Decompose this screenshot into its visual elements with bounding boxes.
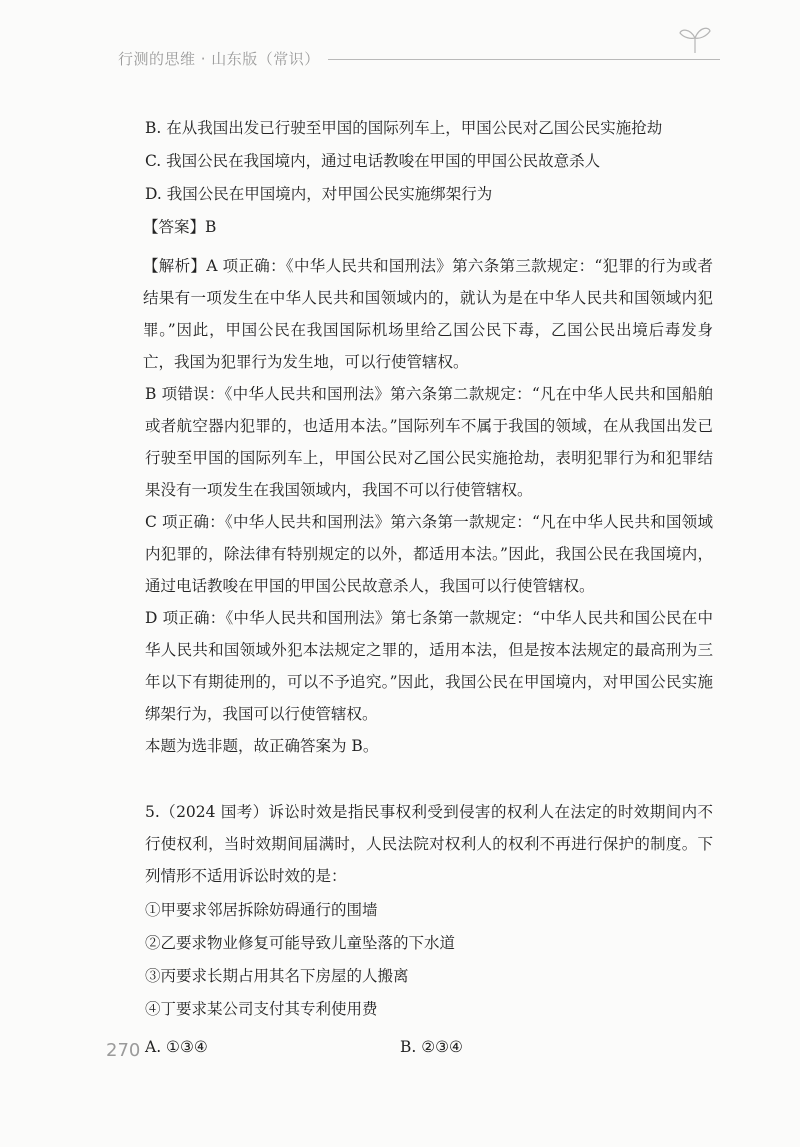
- header-rule: [328, 59, 720, 60]
- answer-line: 【答案】B: [143, 218, 217, 236]
- choice-a: A. ①③④: [145, 1038, 208, 1056]
- question-5-item-4: ④丁要求某公司支付其专利使用费: [145, 1000, 378, 1018]
- analysis-paragraph-d: D 项正确：《中华人民共和国刑法》第七条第一款规定：“中华人民共和国公民在中华人民共和国领域外犯本法规定之罪的，适用本法，但是按本法规定的最高刑为三年以下有期徒刑的，可以不予追究。”因此，我国公民在甲国境内，对甲国公民实施绑架行为，我国可以行使管辖权。: [145, 609, 713, 723]
- option-b-prev: B. 在从我国出发已行驶至甲国的国际列车上，甲国公民对乙国公民实施抢劫: [145, 119, 663, 137]
- analysis-paragraph-a: [143, 250, 713, 378]
- question-5-item-2: ②乙要求物业修复可能导致儿童坠落的下水道: [145, 934, 456, 952]
- page-number: 270: [106, 1040, 141, 1061]
- running-header: [118, 44, 720, 72]
- sprout-icon: [678, 24, 712, 54]
- option-d-prev: D. 我国公民在甲国境内，对甲国公民实施绑架行为: [145, 185, 493, 203]
- page-content: [145, 118, 713, 1056]
- question-5-item-3: ③丙要求长期占用其名下房屋的人搬离: [145, 967, 409, 985]
- choice-b: B. ②③④: [400, 1038, 463, 1056]
- question-5-item-1: ①甲要求邻居拆除妨碍通行的围墙: [145, 901, 378, 919]
- question-5-choices: [145, 1038, 713, 1056]
- analysis-text-a: A 项正确：《中华人民共和国刑法》第六条第三款规定：“犯罪的行为或者结果有一项发生在中华人民共和国领域内的，就认为是在中华人民共和国领域内犯罪。”因此，甲国公民在我国国际机场里给乙国公民下毒，乙国公民出境后毒发身亡，我国为犯罪行为发生地，可以行使管辖权。: [143, 257, 713, 371]
- analysis-label: 【解析】: [143, 257, 207, 275]
- option-c-prev: C. 我国公民在我国境内，通过电话教唆在甲国的甲国公民故意杀人: [145, 152, 601, 170]
- analysis-paragraph-b: B 项错误：《中华人民共和国刑法》第六条第二款规定：“凡在中华人民共和国船舶或者航空器内犯罪的，也适用本法。”国际列车不属于我国的领域，在从我国出发已行驶至甲国的国际列车上，甲国公民对乙国公民实施抢劫，表明犯罪行为和犯罪结果没有一项发生在我国领域内，我国不可以行使管辖权。: [145, 385, 713, 499]
- section-gap: [145, 762, 713, 796]
- header-title: 行测的思维 · 山东版（常识）: [118, 49, 320, 68]
- analysis-conclusion: 本题为选非题，故正确答案为 B。: [145, 737, 379, 755]
- question-5-stem: 5.（2024 国考）诉讼时效是指民事权利受到侵害的权利人在法定的时效期间内不行使权利，当时效期间届满时，人民法院对权利人的权利不再进行保护的制度。下列情形不适用诉讼时效的是：: [145, 803, 713, 885]
- analysis-paragraph-c: C 项正确：《中华人民共和国刑法》第六条第一款规定：“凡在中华人民共和国领域内犯罪的，除法律有特别规定的以外，都适用本法。”因此，我国公民在我国境内，通过电话教唆在甲国的甲国公民故意杀人，我国可以行使管辖权。: [145, 513, 713, 595]
